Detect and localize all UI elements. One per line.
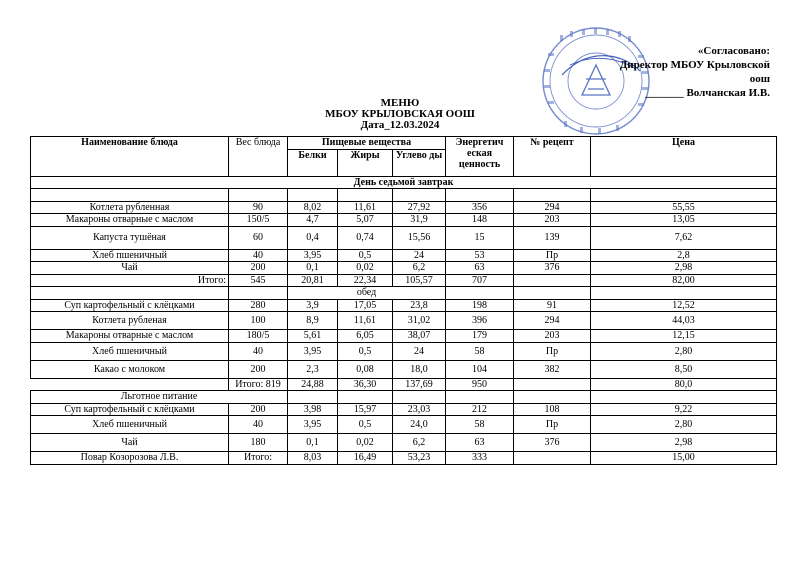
school-name: МБОУ КРЫЛОВСКАЯ ООШ xyxy=(325,108,475,120)
dish-weight: 200 xyxy=(229,403,288,416)
fats-value: 0,02 xyxy=(338,434,393,452)
dish-weight: 40 xyxy=(229,249,288,262)
recipe-value: 203 xyxy=(514,214,591,227)
carbs-value: 18,0 xyxy=(393,360,446,378)
carbs-header: Углево ды xyxy=(393,149,446,176)
proteins-value: 3,98 xyxy=(288,403,338,416)
fats-value: 11,61 xyxy=(338,201,393,214)
energy-value: 179 xyxy=(446,330,514,343)
dish-weight: 40 xyxy=(229,342,288,360)
table-row xyxy=(31,330,777,343)
proteins-value: 8,02 xyxy=(288,201,338,214)
price-header: Цена xyxy=(591,137,777,177)
table-row xyxy=(31,249,777,262)
price-value: 12,52 xyxy=(591,299,777,312)
fats-header: Жиры xyxy=(338,149,393,176)
dish-name: Капуста тушёная xyxy=(31,226,229,249)
total-recipe xyxy=(514,274,591,287)
recipe-value: 294 xyxy=(514,312,591,330)
carbs-value: 24 xyxy=(393,249,446,262)
fats-value: 0,74 xyxy=(338,226,393,249)
total-energy: 707 xyxy=(446,274,514,287)
carbs-value: 31,02 xyxy=(393,312,446,330)
proteins-header: Белки xyxy=(288,149,338,176)
price-value: 2,98 xyxy=(591,262,777,275)
price-value: 2,80 xyxy=(591,342,777,360)
fats-value: 0,5 xyxy=(338,342,393,360)
dish-weight: 200 xyxy=(229,360,288,378)
recipe-value: 203 xyxy=(514,330,591,343)
total-carbs: 105,57 xyxy=(393,274,446,287)
total-weight: 545 xyxy=(229,274,288,287)
proteins-value: 3,95 xyxy=(288,416,338,434)
proteins-value: 8,9 xyxy=(288,312,338,330)
carbs-value: 23,8 xyxy=(393,299,446,312)
proteins-value: 0,1 xyxy=(288,434,338,452)
table-row xyxy=(31,342,777,360)
carbs-value: 15,56 xyxy=(393,226,446,249)
fats-value: 17,05 xyxy=(338,299,393,312)
dish-name: Хлеб пшеничный xyxy=(31,342,229,360)
energy-value: 198 xyxy=(446,299,514,312)
fats-value: 0,02 xyxy=(338,262,393,275)
dish-weight: 200 xyxy=(229,262,288,275)
total-row xyxy=(31,452,777,465)
table-row xyxy=(31,416,777,434)
proteins-value: 3,95 xyxy=(288,249,338,262)
header-row xyxy=(31,137,777,150)
carbs-value: 23,03 xyxy=(393,403,446,416)
dish-name: Чай xyxy=(31,434,229,452)
energy-value: 53 xyxy=(446,249,514,262)
dish-name: Какао с молоком xyxy=(31,360,229,378)
price-value: 2,8 xyxy=(591,249,777,262)
proteins-value: 4,7 xyxy=(288,214,338,227)
spacer-row xyxy=(31,189,777,202)
price-value: 9,22 xyxy=(591,403,777,416)
proteins-value: 3,9 xyxy=(288,299,338,312)
carbs-value: 38,07 xyxy=(393,330,446,343)
fats-value: 15,97 xyxy=(338,403,393,416)
energy-value: 212 xyxy=(446,403,514,416)
approval-signature: _______ Волчанская И.В. xyxy=(645,87,770,99)
lunch-section-row xyxy=(31,287,777,300)
energy-value: 63 xyxy=(446,434,514,452)
table-row xyxy=(31,262,777,275)
total-carbs: 137,69 xyxy=(393,378,446,391)
recipe-value: 139 xyxy=(514,226,591,249)
total-fats: 36,30 xyxy=(338,378,393,391)
energy-value: 63 xyxy=(446,262,514,275)
proteins-value: 0,4 xyxy=(288,226,338,249)
fats-value: 11,61 xyxy=(338,312,393,330)
carbs-value: 6,2 xyxy=(393,262,446,275)
energy-header: Энергетич еская ценность xyxy=(446,137,514,177)
total-carbs: 53,23 xyxy=(393,452,446,465)
price-value: 7,62 xyxy=(591,226,777,249)
dish-name: Котлета рубленая xyxy=(31,312,229,330)
weight-header: Вес блюда xyxy=(229,137,288,177)
fats-value: 6,05 xyxy=(338,330,393,343)
total-row xyxy=(31,274,777,287)
total-price: 80,0 xyxy=(591,378,777,391)
dish-weight: 60 xyxy=(229,226,288,249)
recipe-value: 382 xyxy=(514,360,591,378)
recipe-value: 376 xyxy=(514,434,591,452)
total-proteins: 8,03 xyxy=(288,452,338,465)
energy-value: 58 xyxy=(446,342,514,360)
table-row xyxy=(31,201,777,214)
dish-weight: 180/5 xyxy=(229,330,288,343)
dish-name: Суп картофельный с клёцками xyxy=(31,299,229,312)
dish-weight: 150/5 xyxy=(229,214,288,227)
energy-value: 148 xyxy=(446,214,514,227)
breakfast-section-row xyxy=(31,176,777,189)
cook-signature: Повар Козорозова Л.В. xyxy=(31,452,229,465)
recipe-value: 376 xyxy=(514,262,591,275)
total-energy: 950 xyxy=(446,378,514,391)
carbs-value: 27,92 xyxy=(393,201,446,214)
price-value: 13,05 xyxy=(591,214,777,227)
nutrients-header: Пищевые вещества xyxy=(288,137,446,150)
dish-name: Котлета рубленная xyxy=(31,201,229,214)
carbs-value: 31,9 xyxy=(393,214,446,227)
fats-value: 0,5 xyxy=(338,416,393,434)
total-price: 15,00 xyxy=(591,452,777,465)
lunch-section-title: обед xyxy=(288,287,446,300)
recipe-value: Пр xyxy=(514,249,591,262)
total-row xyxy=(31,378,777,391)
approval-title: «Согласовано: xyxy=(697,45,770,57)
total-fats: 22,34 xyxy=(338,274,393,287)
dish-name: Макароны отварные с маслом xyxy=(31,214,229,227)
table-row xyxy=(31,403,777,416)
price-value: 12,15 xyxy=(591,330,777,343)
dish-weight: 40 xyxy=(229,416,288,434)
energy-value: 58 xyxy=(446,416,514,434)
total-energy: 333 xyxy=(446,452,514,465)
energy-value: 396 xyxy=(446,312,514,330)
dish-weight: 180 xyxy=(229,434,288,452)
dish-name: Хлеб пшеничный xyxy=(31,249,229,262)
approval-block xyxy=(600,44,770,100)
dish-name: Хлеб пшеничный xyxy=(31,416,229,434)
table-row xyxy=(31,360,777,378)
total-proteins: 24,88 xyxy=(288,378,338,391)
total-label: Итого: 819 xyxy=(229,378,288,391)
table-row xyxy=(31,214,777,227)
total-proteins: 20,81 xyxy=(288,274,338,287)
recipe-value: 294 xyxy=(514,201,591,214)
price-value: 44,03 xyxy=(591,312,777,330)
price-value: 55,55 xyxy=(591,201,777,214)
energy-value: 104 xyxy=(446,360,514,378)
dish-weight: 280 xyxy=(229,299,288,312)
approval-position: Директор МБОУ Крыловской оош xyxy=(619,59,770,85)
recipe-header: № рецепт xyxy=(514,137,591,177)
menu-title: МЕНЮ xyxy=(380,97,420,109)
table-row xyxy=(31,299,777,312)
carbs-value: 24,0 xyxy=(393,416,446,434)
total-price: 82,00 xyxy=(591,274,777,287)
proteins-value: 2,3 xyxy=(288,360,338,378)
preferential-section-title: Льготное питание xyxy=(31,391,288,404)
preferential-section-row xyxy=(31,391,777,404)
recipe-value: Пр xyxy=(514,342,591,360)
fats-value: 0,5 xyxy=(338,249,393,262)
energy-value: 15 xyxy=(446,226,514,249)
recipe-value: Пр xyxy=(514,416,591,434)
dish-header: Наименование блюда xyxy=(31,137,229,177)
proteins-value: 0,1 xyxy=(288,262,338,275)
breakfast-section-title: День седьмой завтрак xyxy=(31,176,777,189)
price-value: 2,98 xyxy=(591,434,777,452)
menu-date: Дата_12.03.2024 xyxy=(360,119,440,131)
dish-weight: 100 xyxy=(229,312,288,330)
carbs-value: 6,2 xyxy=(393,434,446,452)
total-fats: 16,49 xyxy=(338,452,393,465)
table-row xyxy=(31,312,777,330)
menu-heading xyxy=(290,98,510,131)
table-row xyxy=(31,434,777,452)
dish-name: Суп картофельный с клёцками xyxy=(31,403,229,416)
table-row xyxy=(31,226,777,249)
fats-value: 0,08 xyxy=(338,360,393,378)
price-value: 8,50 xyxy=(591,360,777,378)
fats-value: 5,07 xyxy=(338,214,393,227)
recipe-value: 91 xyxy=(514,299,591,312)
menu-table xyxy=(30,136,777,465)
price-value: 2,80 xyxy=(591,416,777,434)
carbs-value: 24 xyxy=(393,342,446,360)
total-label: Итого: xyxy=(31,274,229,287)
dish-name: Макароны отварные с маслом xyxy=(31,330,229,343)
total-label: Итого: xyxy=(229,452,288,465)
dish-weight: 90 xyxy=(229,201,288,214)
proteins-value: 5,61 xyxy=(288,330,338,343)
energy-value: 356 xyxy=(446,201,514,214)
recipe-value: 108 xyxy=(514,403,591,416)
proteins-value: 3,95 xyxy=(288,342,338,360)
dish-name: Чай xyxy=(31,262,229,275)
